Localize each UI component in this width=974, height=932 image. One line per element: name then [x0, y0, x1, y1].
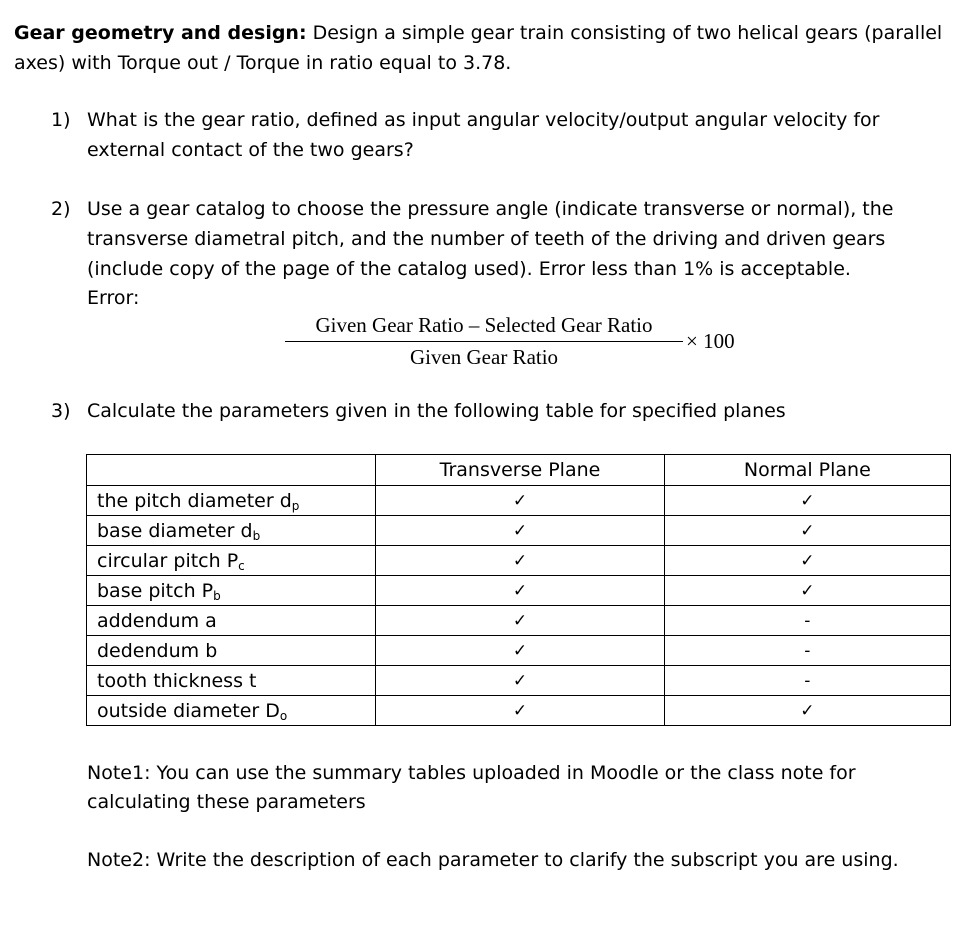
parameter-name: dedendum b	[97, 639, 218, 662]
header-empty	[87, 455, 376, 486]
parameters-table	[86, 454, 951, 726]
intro-line-2: axes) with Torque out / Torque in ratio equal to 3.78.	[14, 52, 512, 74]
table-row	[87, 546, 951, 576]
note-2: Note2: Write the description of each parameter to clarify the subscript you are using.	[87, 849, 899, 871]
transverse-mark: ✓	[376, 546, 664, 576]
parameter-subscript: p	[291, 498, 300, 513]
parameter-label	[87, 696, 376, 726]
parameter-label	[87, 606, 376, 636]
parameter-label	[87, 636, 376, 666]
parameter-label	[87, 576, 376, 606]
transverse-mark: ✓	[376, 486, 664, 516]
parameter-subscript: o	[279, 708, 288, 723]
header-normal-plane: Normal Plane	[664, 455, 950, 486]
question-1-line-2: external contact of the two gears?	[87, 139, 414, 161]
question-2-line-4: Error:	[87, 287, 140, 309]
parameter-name: tooth thickness t	[97, 669, 257, 692]
question-3-number: 3)	[51, 400, 71, 422]
transverse-mark: ✓	[376, 576, 664, 606]
table-row	[87, 696, 951, 726]
parameter-label	[87, 486, 376, 516]
formula-denominator: Given Gear Ratio	[409, 345, 559, 369]
question-3-line-1: Calculate the parameters given in the following table for specified planes	[87, 400, 786, 422]
table-row	[87, 576, 951, 606]
transverse-mark: ✓	[376, 606, 664, 636]
normal-mark: ✓	[664, 486, 950, 516]
parameter-subscript: b	[213, 588, 221, 603]
intro-text-1: Design a simple gear train consisting of two helical gears (parallel	[306, 22, 943, 44]
question-1-line-1: What is the gear ratio, defined as input angular velocity/output angular velocity for	[87, 109, 880, 131]
parameter-name: base diameter d	[97, 519, 253, 542]
table-body	[87, 486, 951, 726]
parameter-name: base pitch P	[97, 579, 214, 602]
question-1-number: 1)	[51, 109, 71, 131]
fraction-bar	[285, 341, 683, 342]
table-row	[87, 516, 951, 546]
normal-mark: -	[664, 606, 950, 636]
parameter-label	[87, 546, 376, 576]
parameter-name: circular pitch P	[97, 549, 239, 572]
normal-mark: ✓	[664, 696, 950, 726]
parameter-name: outside diameter D	[97, 699, 280, 722]
table-row	[87, 486, 951, 516]
note-1-line-1: Note1: You can use the summary tables uploaded in Moodle or the class note for	[87, 762, 856, 784]
question-2-line-3: (include copy of the page of the catalog used). Error less than 1% is acceptable.	[87, 258, 851, 280]
intro-heading: Gear geometry and design:	[14, 22, 307, 44]
formula-multiplier: × 100	[686, 329, 735, 353]
parameter-name: the pitch diameter d	[97, 489, 292, 512]
table-header-row	[87, 455, 951, 486]
transverse-mark: ✓	[376, 636, 664, 666]
table-row	[87, 636, 951, 666]
header-transverse-plane: Transverse Plane	[376, 455, 664, 486]
question-2-number: 2)	[51, 198, 71, 220]
intro-line-1	[14, 20, 942, 46]
parameter-subscript: c	[238, 558, 245, 573]
formula-numerator: Given Gear Ratio – Selected Gear Ratio	[315, 313, 653, 337]
parameter-subscript: b	[252, 528, 261, 543]
note-1-line-2: calculating these parameters	[87, 791, 366, 813]
normal-mark: ✓	[664, 516, 950, 546]
normal-mark: ✓	[664, 546, 950, 576]
normal-mark: -	[664, 636, 950, 666]
parameter-name: addendum a	[97, 609, 217, 632]
question-2-line-1: Use a gear catalog to choose the pressure angle (indicate transverse or normal), the	[87, 198, 894, 220]
normal-mark: ✓	[664, 576, 950, 606]
normal-mark: -	[664, 666, 950, 696]
transverse-mark: ✓	[376, 696, 664, 726]
parameter-label	[87, 516, 376, 546]
question-2-line-2: transverse diametral pitch, and the number of teeth of the driving and driven gears	[87, 228, 886, 250]
table-row	[87, 606, 951, 636]
transverse-mark: ✓	[376, 516, 664, 546]
table-row	[87, 666, 951, 696]
parameter-label	[87, 666, 376, 696]
transverse-mark: ✓	[376, 666, 664, 696]
